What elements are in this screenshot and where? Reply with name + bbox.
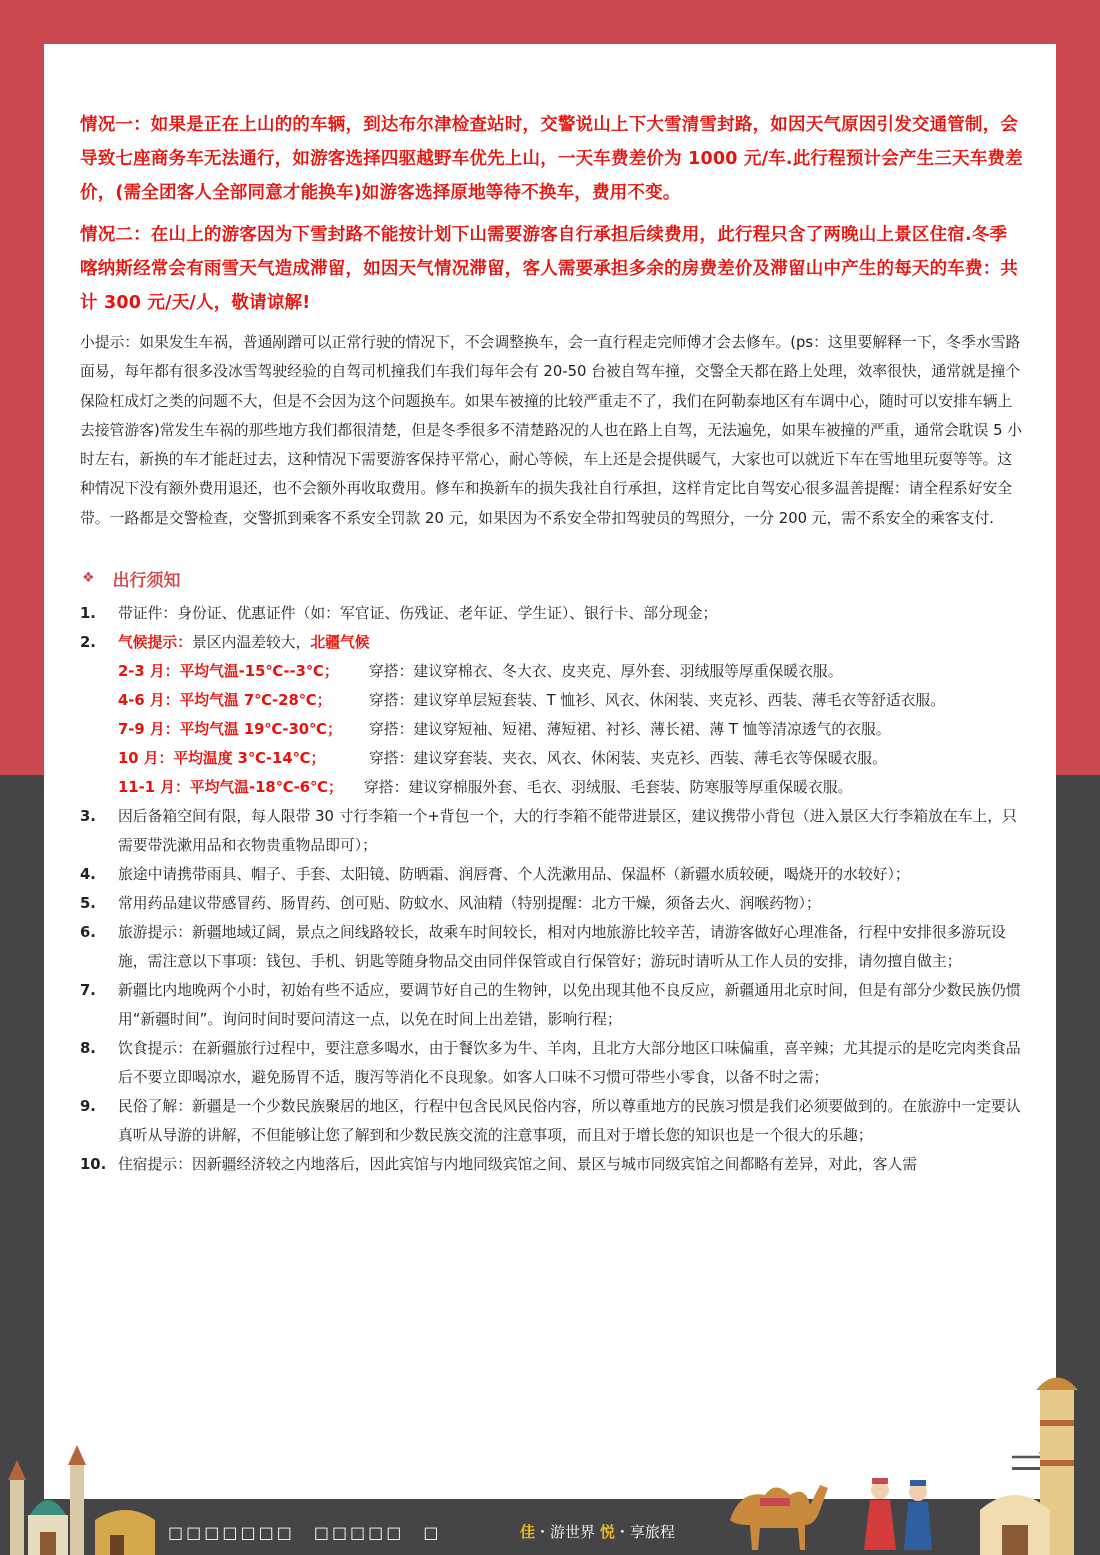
list-item: 9. 民俗了解：新疆是一个少数民族聚居的地区，行程中包含民风民俗内容，所以尊重地方的民族习惯是我们必须要做到的。在旅游中一定要认真听从导游的讲解，不但能够让您了解到和少数民族交流的注意事项，而且对于增长您的知识也是一个很大的乐趣； [80,1098,1021,1145]
section-title: 出行须知 [112,570,181,591]
list-item: 6. 旅游提示：新疆地域辽阔，景点之间线路较长，故乘车时间较长，相对内地旅游比较辛苦，请游客做好心理准备，行程中安排很多游玩设施，需注意以下事项：钱包、手机、钥匙等随身物品交由同伴保管或自行保管好；游玩时请听从工作人员的安排，请勿擅自做主； [80,924,1006,971]
mosque-illustration-icon [0,1440,160,1555]
list-item: 4. 旅途中请携带雨具、帽子、手套、太阳镜、防晒霜、润唇膏、个人洗漱用品、保温杯（新疆水质较硬，喝烧开的水较好）； [80,866,910,884]
climate-row: 11-1 月：平均气温-18℃-6℃； 穿搭：建议穿棉服外套、毛衣、羽绒服、毛套装、防寒服等厚重保暖衣服。 [118,779,853,797]
list-item: 1. 带证件：身份证、优惠证件（如：军官证、伤残证、老年证、学生证）、银行卡、部分现金； [80,605,718,623]
list-item-climate: 2. 气候提示：景区内温差较大，北疆气候 2-3 月：平均气温-15℃--3℃； 穿搭：建议穿棉衣、冬大衣、皮夹克、厚外套、羽绒服等厚重保暖衣服。 4-6 月：平均气温 7℃-28℃； 穿搭：建议穿单层短套装、T 恤衫、风衣、休闲装、夹克衫、西装、薄毛衣等舒适衣服。 7-9 月：平均气温 19℃-30℃； 穿搭：建议穿短袖、短裙、薄短裙、衬衫、薄长裙、薄 T 恤等清凉透气的衣服。 10 月：平均温度 3℃-14℃； 穿搭：建议穿套装、夹衣、风衣、休闲装、夹克衫、西装、薄毛衣等保暖衣服。 11-1 月：平均气温-18℃-6℃； 穿搭：建议穿棉服外套、毛衣、羽绒服、毛套装、防寒服等厚重保暖衣服。 [80,628,1024,802]
situation-two: 情况二：在山上的游客因为下雪封路不能按计划下山需要游客自行承担后续费用，此行程只含了两晚山上景区住宿.冬季喀纳斯经常会有雨雪天气造成滞留，如因天气情况滞留，客人需要承担多余的房费差价及滞留山中产生的每天的车费：共计 300 元/天/人，敬请谅解! [80,225,1019,313]
climate-label: 气候提示： [118,634,192,652]
small-tips-paragraph: 小提示：如果发生车祸，普通剐蹭可以正常行驶的情况下，不会调整换车，会一直行程走完师傅才会去修车。(ps：这里要解释一下，冬季水雪路面易，每年都有很多没冰雪驾驶经验的自驾司机撞我们车我们每年会有 20-50 台被自驾车撞，交警全天都在路上处理，效率很快，通常就是撞个保险杠成灯之类的问题不大，但是不会因为这个问题换车。如果车被撞的比较严重走不了，我们在阿勒泰地区有车调中心，随时可以安排车辆上去接管游客)常发生车祸的那些地方我们都很清楚，但是冬季很多不清楚路况的人也在路上自驾，无法遍免，如果车被撞的严重，通常会耽误 5 小时左右，新换的车才能赶过去，这种情况下需要游客保持平常心，耐心等候，车上还是会提供暖气，大家也可以就近下车在雪地里玩耍等等。这种情况下没有额外费用退还，也不会额外再收取费用。修车和换新车的损失我社自行承担，这样肯定比自驾安心很多温善提醒：请全程系好安全带。一路都是交警检查，交警抓到乘客不系安全罚款 20 元，如果因为不系安全带扣驾驶员的驾照分，一分 200 元，需不系安全的乘客支付. [80,334,1023,527]
section-header [80,563,1024,593]
climate-row: 4-6 月：平均气温 7℃-28℃； 穿搭：建议穿单层短套装、T 恤衫、风衣、休闲装、夹克衫、西装、薄毛衣等舒适衣服。 [118,692,946,710]
climate-row: 2-3 月：平均气温-15℃--3℃； 穿搭：建议穿棉衣、冬大衣、皮夹克、厚外套、羽绒服等厚重保暖衣服。 [118,663,843,681]
climate-row: 7-9 月：平均气温 19℃-30℃； 穿搭：建议穿短袖、短裙、薄短裙、衬衫、薄长裙、薄 T 恤等清凉透气的衣服。 [118,721,891,739]
footer-placeholder-text: □□□□□□□ □□□□□ □ [168,1523,442,1542]
list-item: 3. 因后备箱空间有限，每人限带 30 寸行李箱一个+背包一个，大的行李箱不能带进景区，建议携带小背包（进入景区大行李箱放在车上，只需要带洗漱用品和衣物贵重物品即可）； [80,808,1017,855]
climate-row: 10 月：平均温度 3℃-14℃； 穿搭：建议穿套装、夹衣、风衣、休闲装、夹克衫、西装、薄毛衣等保暖衣服。 [118,750,887,768]
list-item: 5. 常用药品建议带感冒药、肠胃药、创可贴、防蚊水、风油精（特别提醒：北方干燥，须备去火、润喉药物）； [80,895,821,913]
tower-illustration-icon [960,1360,1100,1555]
list-item: 10. 住宿提示：因新疆经济较之内地落后，因此宾馆与内地同级宾馆之间、景区与城市同级宾馆之间都略有差异，对此，客人需 [80,1156,918,1174]
dancer-illustration-icon [860,1470,940,1555]
camel-illustration-icon [720,1450,840,1555]
north-xinjiang-climate: 北疆气候 [310,634,370,652]
notice-list [80,599,1024,1179]
situation-one: 情况一：如果是正在上山的的车辆，到达布尔津检查站时，交警说山上下大雪清雪封路，如因天气原因引发交通管制，会导致七座商务车无法通行，如游客选择四驱越野车优先上山，一天车费差价为 1000 元/车.此行程预计会产生三天车费差价，(需全团客人全部同意才能换车)如游客选择原地等待不换车，费用不变。 [80,115,1023,203]
document-content [80,108,1024,1179]
list-item: 7. 新疆比内地晚两个小时，初始有些不适应，要调节好自己的生物钟，以免出现其他不良反应，新疆通用北京时间，但是有部分少数民族仍惯用“新疆时间”。询问时间时要问清这一点，以免在时间上出差错，影响行程； [80,982,1021,1029]
diamond-bullet-icon: ❖ [82,570,95,587]
footer-slogan: 佳・游世界 悦・享旅程 [520,1523,675,1541]
list-item: 8. 饮食提示：在新疆旅行过程中，要注意多喝水，由于餐饮多为牛、羊肉，且北方大部分地区口味偏重，喜辛辣；尤其提示的是吃完肉类食品后不要立即喝凉水，避免肠胃不适，腹泻等消化不良现象。如客人口味不习惯可带些小零食，以备不时之需； [80,1040,1021,1087]
